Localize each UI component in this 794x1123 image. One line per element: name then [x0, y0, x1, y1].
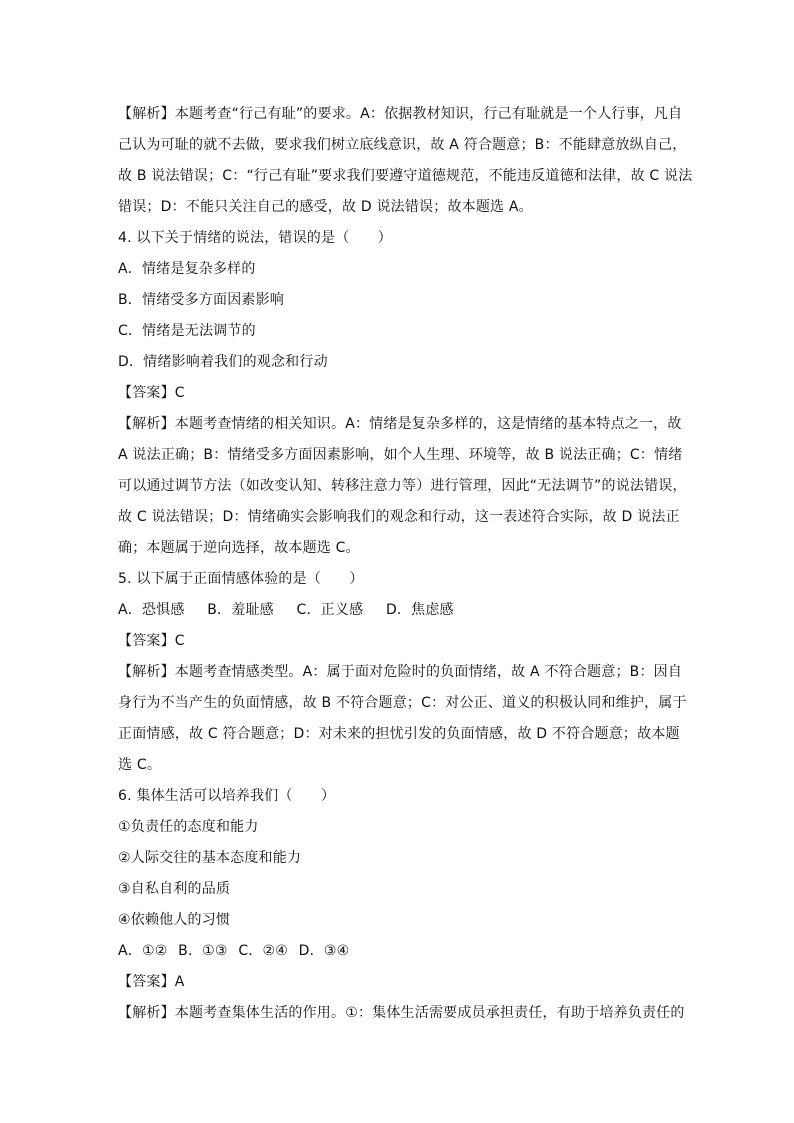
statement-item: ②人际交往的基本态度和能力: [118, 850, 302, 866]
statement-item: ④依赖他人的习惯: [118, 912, 231, 928]
answer-label: 【答案】A: [118, 974, 185, 990]
answer-label: 【答案】C: [118, 633, 185, 649]
answer-label: 【答案】C: [118, 385, 185, 401]
option-d: D．③④: [298, 943, 350, 959]
statement-item: ①负责任的态度和能力: [118, 819, 259, 835]
document-content: [118, 99, 693, 1029]
option-d: D．焦虑感: [385, 602, 454, 618]
analysis-line: 正面情感，故 C 符合题意；D：对未来的担忧引发的负面情感，故 D 不符合题意；故本题: [118, 726, 680, 742]
analysis-line: A 说法正确；B：情绪受多方面因素影响，如个人生理、环境等，故 B 说法正确；C：情绪: [118, 447, 683, 463]
option-d: D．情绪影响着我们的观念和行动: [118, 354, 328, 370]
analysis-line: 选 C。: [118, 757, 162, 773]
statement-item: ③自私自利的品质: [118, 881, 231, 897]
option-c: C．正义感: [296, 602, 364, 618]
option-b: B．①③: [178, 943, 228, 959]
analysis-line: 【解析】本题考查情绪的相关知识。A：情绪是复杂多样的，这是情绪的基本特点之一，故: [118, 416, 682, 432]
option-a: A．恐惧感: [118, 602, 185, 618]
option-b: B．羞耻感: [207, 602, 274, 618]
question-5: [118, 564, 687, 781]
analysis-line: 确；本题属于逆向选择，故本题选 C。: [118, 540, 360, 556]
analysis-line: 己认为可耻的就不去做，要求我们树立底线意识，故 A 符合题意；B：不能肆意放纵自己，: [118, 137, 687, 153]
analysis-line: 【解析】本题考查情感类型。A：属于面对危险时的负面情绪，故 A 不符合题意；B：因自: [118, 664, 683, 680]
analysis-line: 可以通过调节方法（如改变认知、转移注意力等）进行管理，因此“无法调节”的说法错误，: [118, 478, 687, 494]
question-stem: 5. 以下属于正面情感体验的是（ ）: [118, 571, 364, 587]
options-row: [118, 936, 680, 967]
analysis-line: 错误；D：不能只关注自己的感受，故 D 说法错误；故本题选 A。: [118, 199, 533, 215]
analysis-line: 故 B 说法错误；C：“行己有耻”要求我们要遵守道德规范，不能违反道德和法律，故 C 说法: [118, 168, 693, 184]
analysis-line: 故 C 说法错误；D：情绪确实会影响我们的观念和行动，这一表述符合实际，故 D 说法正: [118, 509, 680, 525]
question-4: [118, 223, 687, 564]
question-stem: 6. 集体生活可以培养我们（ ）: [118, 788, 336, 804]
option-b: B．情绪受多方面因素影响: [118, 292, 285, 308]
option-c: C．情绪是无法调节的: [118, 323, 256, 339]
analysis-line: 身行为不当产生的负面情感，故 B 不符合题意；C：对公正、道义的积极认同和维护，属于: [118, 695, 687, 711]
option-c: C．②④: [238, 943, 288, 959]
analysis-line: 【解析】本题考查“行己有耻”的要求。A：依据教材知识，行己有耻就是一个人行事，凡自: [118, 106, 683, 122]
analysis-line: 【解析】本题考查集体生活的作用。①：集体生活需要成员承担责任，有助于培养负责任的: [118, 1005, 685, 1021]
option-a: A．①②: [118, 943, 168, 959]
question-6: [118, 781, 685, 1029]
option-a: A．情绪是复杂多样的: [118, 261, 256, 277]
options-row: [118, 595, 680, 626]
analysis-block-q3: [118, 99, 693, 223]
question-stem: 4. 以下关于情绪的说法，错误的是（ ）: [118, 230, 393, 246]
